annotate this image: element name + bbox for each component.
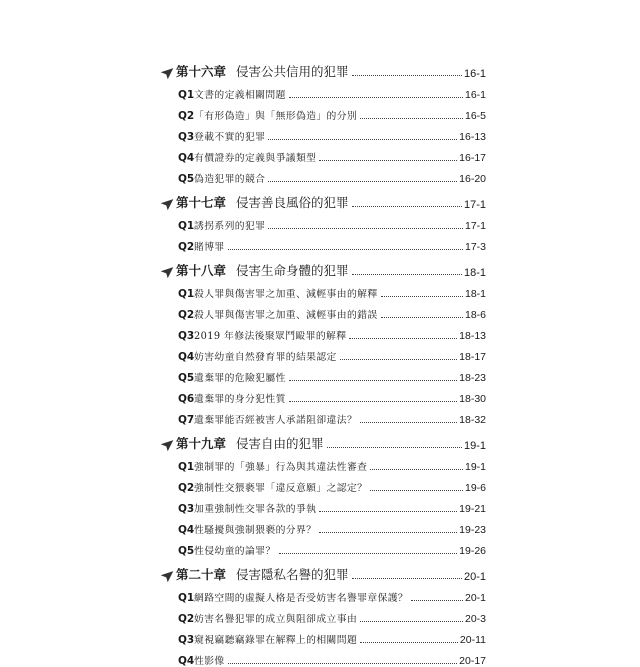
toc-entry — [160, 515, 486, 536]
toc-entry — [160, 211, 486, 232]
dot-leader — [268, 181, 457, 182]
toc-entry — [160, 232, 486, 253]
entry-title: 有價證券的定義與爭議類型 — [194, 153, 317, 164]
question-number: Q7 — [178, 414, 195, 426]
entry-title: 強制性交猥褻罪「違反意願」之認定？ — [194, 483, 368, 494]
entry-page: 19-6 — [464, 482, 486, 494]
airplane-icon — [160, 569, 174, 583]
chapter-page: 17-1 — [463, 199, 486, 211]
question-number: Q2 — [178, 241, 195, 253]
question-number: Q3 — [178, 330, 195, 342]
entry-title: 遺棄罪的身分犯性質 — [194, 394, 286, 405]
dot-leader — [228, 249, 463, 250]
question-number: Q5 — [178, 173, 195, 185]
question-number: Q3 — [178, 634, 195, 646]
dot-leader — [289, 97, 463, 98]
dot-leader — [289, 401, 457, 402]
dot-leader — [360, 118, 463, 119]
entry-page: 16-5 — [464, 110, 486, 122]
toc-entry — [160, 536, 486, 557]
entry-title: 2019 年修法後聚眾鬥毆罪的解釋 — [194, 331, 347, 342]
question-number: Q1 — [178, 89, 195, 101]
dot-leader — [228, 663, 458, 664]
question-number: Q4 — [178, 152, 195, 164]
entry-page: 18-32 — [459, 414, 486, 426]
airplane-icon — [160, 438, 174, 452]
chapter-heading — [160, 60, 486, 80]
entry-title: 網路空間的虛擬人格是否受妨害名譽罪章保護？ — [194, 593, 409, 604]
entry-page: 20-1 — [464, 592, 486, 604]
chapter-heading — [160, 563, 486, 583]
question-number: Q6 — [178, 393, 195, 405]
entry-title: 殺人罪與傷害罪之加重、減輕事由的解釋 — [194, 289, 378, 300]
toc-entry — [160, 363, 486, 384]
entry-title: 偽造犯罪的競合 — [194, 174, 266, 185]
dot-leader — [268, 139, 457, 140]
dot-leader — [268, 228, 463, 229]
toc-entry — [160, 405, 486, 426]
dot-leader — [289, 380, 457, 381]
entry-title: 窺視竊聽竊錄罪在解釋上的相關問題 — [194, 635, 358, 646]
dot-leader — [349, 338, 457, 339]
entry-page: 17-3 — [464, 241, 486, 253]
question-number: Q2 — [178, 482, 195, 494]
toc-entry — [160, 80, 486, 101]
chapter-title: 侵害生命身體的犯罪 — [236, 263, 349, 278]
dot-leader — [352, 75, 462, 76]
toc-entry — [160, 143, 486, 164]
toc-entry — [160, 583, 486, 604]
question-number: Q5 — [178, 545, 195, 557]
question-number: Q4 — [178, 351, 195, 363]
toc-entry — [160, 473, 486, 494]
chapter-title: 侵害自由的犯罪 — [236, 436, 324, 451]
entry-page: 19-23 — [459, 524, 486, 536]
entry-title: 殺人罪與傷害罪之加重、減輕事由的錯誤 — [194, 310, 378, 321]
entry-title: 誘拐系列的犯罪 — [194, 221, 266, 232]
question-number: Q4 — [178, 524, 195, 536]
chapter-page: 16-1 — [463, 68, 486, 80]
chapter-page: 18-1 — [463, 267, 486, 279]
dot-leader — [340, 359, 457, 360]
toc-entry — [160, 625, 486, 646]
toc-entry — [160, 384, 486, 405]
question-number: Q2 — [178, 309, 195, 321]
airplane-icon — [160, 265, 174, 279]
dot-leader — [319, 532, 457, 533]
dot-leader — [352, 578, 462, 579]
entry-page: 16-17 — [459, 152, 486, 164]
toc-entry — [160, 300, 486, 321]
question-number: Q1 — [178, 288, 195, 300]
chapter-heading — [160, 432, 486, 452]
dot-leader — [360, 422, 457, 423]
dot-leader — [411, 600, 463, 601]
dot-leader — [319, 511, 457, 512]
toc-entry — [160, 342, 486, 363]
entry-title: 性侵幼童的論罪？ — [194, 546, 276, 557]
chapter-heading — [160, 191, 486, 211]
entry-title: 性影像 — [194, 656, 225, 667]
toc-entry — [160, 122, 486, 143]
chapter-number: 第十九章 — [176, 436, 227, 451]
question-number: Q1 — [178, 220, 195, 232]
toc-entry — [160, 452, 486, 473]
question-number: Q1 — [178, 592, 195, 604]
dot-leader — [381, 317, 463, 318]
question-number: Q5 — [178, 372, 195, 384]
toc-entry — [160, 494, 486, 515]
question-number: Q3 — [178, 503, 195, 515]
dot-leader — [370, 469, 463, 470]
dot-leader — [360, 642, 458, 643]
entry-title: 遺棄罪能否經被害人承諾阻卻違法？ — [194, 415, 358, 426]
entry-page: 20-11 — [459, 634, 486, 646]
entry-page: 18-1 — [464, 288, 486, 300]
chapter-heading — [160, 259, 486, 279]
chapter-number: 第十六章 — [176, 64, 227, 79]
toc-entry — [160, 164, 486, 185]
entry-title: 加重強制性交罪各款的爭執 — [194, 504, 317, 515]
toc-entry — [160, 279, 486, 300]
question-number: Q2 — [178, 613, 195, 625]
chapter-title: 侵害善良風俗的犯罪 — [236, 195, 349, 210]
entry-page: 18-23 — [459, 372, 486, 384]
airplane-icon — [160, 197, 174, 211]
toc-entry — [160, 101, 486, 122]
toc-entry — [160, 604, 486, 625]
entry-title: 登載不實的犯罪 — [194, 132, 266, 143]
chapter-page: 19-1 — [463, 440, 486, 452]
dot-leader — [352, 274, 462, 275]
entry-page: 18-6 — [464, 309, 486, 321]
entry-page: 16-20 — [459, 173, 486, 185]
entry-page: 20-3 — [464, 613, 486, 625]
chapter-number: 第十八章 — [176, 263, 227, 278]
entry-title: 賭博罪 — [194, 242, 225, 253]
question-number: Q1 — [178, 461, 195, 473]
entry-page: 16-1 — [464, 89, 486, 101]
entry-page: 17-1 — [464, 220, 486, 232]
entry-title: 性騷擾與強制猥褻的分界？ — [194, 525, 317, 536]
entry-page: 18-30 — [459, 393, 486, 405]
entry-title: 強制罪的「強暴」行為與其違法性審查 — [194, 462, 368, 473]
table-of-contents — [160, 60, 486, 667]
entry-title: 妨害幼童自然發育罪的結果認定 — [194, 352, 337, 363]
entry-page: 18-17 — [459, 351, 486, 363]
dot-leader — [352, 206, 462, 207]
chapter-number: 第十七章 — [176, 195, 227, 210]
toc-entry — [160, 646, 486, 667]
question-number: Q2 — [178, 110, 195, 122]
entry-page: 19-26 — [459, 545, 486, 557]
dot-leader — [381, 296, 463, 297]
dot-leader — [319, 160, 457, 161]
toc-entry — [160, 321, 486, 342]
entry-page: 19-1 — [464, 461, 486, 473]
chapter-page: 20-1 — [463, 571, 486, 583]
entry-page: 18-13 — [459, 330, 486, 342]
dot-leader — [370, 490, 463, 491]
question-number: Q3 — [178, 131, 195, 143]
entry-page: 19-21 — [459, 503, 486, 515]
dot-leader — [327, 447, 462, 448]
entry-page: 20-17 — [459, 655, 486, 667]
chapter-title: 侵害公共信用的犯罪 — [236, 64, 349, 79]
chapter-title: 侵害隱私名譽的犯罪 — [236, 567, 349, 582]
dot-leader — [360, 621, 463, 622]
entry-page: 16-13 — [459, 131, 486, 143]
chapter-number: 第二十章 — [176, 567, 227, 582]
entry-title: 文書的定義相關問題 — [194, 90, 286, 101]
dot-leader — [279, 553, 458, 554]
question-number: Q4 — [178, 655, 195, 667]
entry-title: 「有形偽造」與「無形偽造」的分別 — [194, 111, 358, 122]
entry-title: 妨害名譽犯罪的成立與阻卻成立事由 — [194, 614, 358, 625]
airplane-icon — [160, 66, 174, 80]
entry-title: 遺棄罪的危險犯屬性 — [194, 373, 286, 384]
